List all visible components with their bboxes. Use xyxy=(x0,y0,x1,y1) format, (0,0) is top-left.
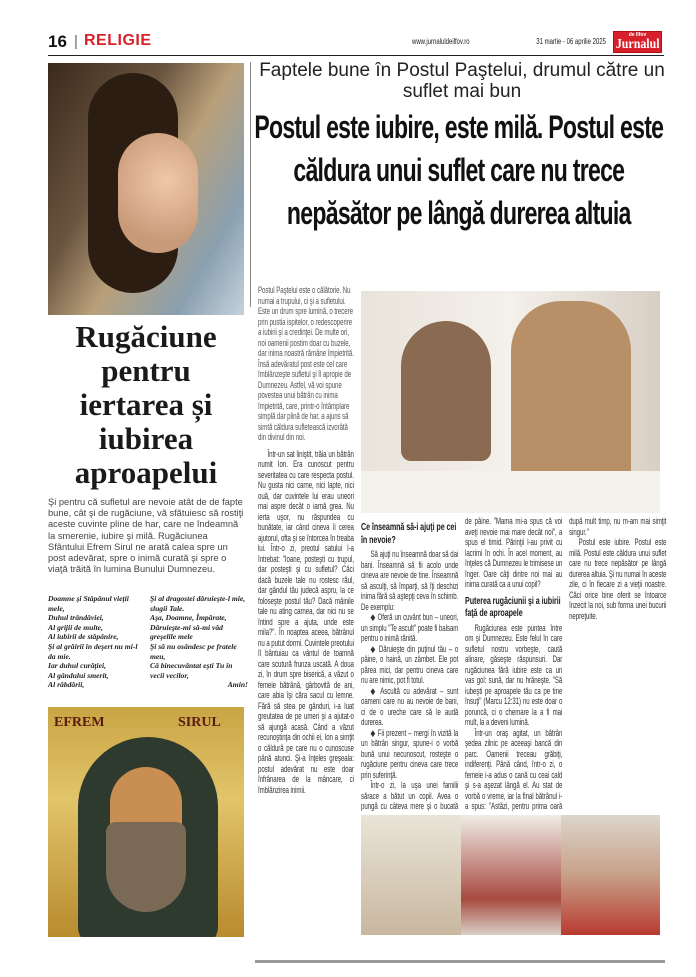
bullet-text: Fii prezent – mergi în vizită la un bătrân singur, spune-i o vorbă bună unui necunoscut, rosteşte o rugăciune pentru cineva care trece prin suferinţă. xyxy=(361,727,459,780)
story-paragraph: Într-un sat liniştit, trăia un bătrân numit Ion. Era cunoscut pentru severitatea cu care respecta postul. Nu gusta nici carne, nici lapte, nici ouă, dar cuvintele lui erau uneori mai aspre decât o iarnă grea. Nu ierta uşor, nu răspundea cu bunătate, iar când cineva îi cerea ajutorul, ofta şi se întorcea în treaba lui. Într-o zi, preotul satului l-a întrebat: "Ioane, posteşti cu trupul, dar posteşti şi cu sufletul? Căci dacă buzele tale nu rostesc răul, dar gândul tău judecă aspru, la ce foloseşte postul tău? Dacă mâinile tale nu ating carnea, dar nici nu se întind spre a ajuta, unde este mila?". În noaptea aceea, bătrânul nu a putut dormi. Cuvintele preotului îl bântuiau ca vântul de toamnă care scutură frunza uscată. A doua zi, în drum spre biserică, a văzut o femeie bătrână, gârbovită de ani, care abia îşi căra sacul cu lemne. Fără să stea pe gânduri, i-a luat greutatea de pe umeri şi a ajutat-o să ajungă acasă. Când a văzut recunoştinţa din ochii ei, Ion a simţit o căldură pe care nu o cunoscuse până atunci. Şi-a înţeles greşeala: postul adevărat nu este doar înfrânarea de la mâncare, ci îmblânzirea inimii. xyxy=(258,448,354,795)
paragraph: Rugăciunea este puntea între om şi Dumnezeu. Este felul în care sufletul nostru vorbeşte, caută alinare, găseşte răspunsuri. Dar rugăciunea fără iubire este ca un vas gol: sună, dar nu hrăneşte. "Să iubeşti pe aproapele tău ca pe tine însuţi" (Marcu 12:31) nu este doar o poruncă, ci o chemare la a fi mai mult, la a deveni lumină. xyxy=(465,622,563,727)
grandfather-grandson-photo xyxy=(561,815,660,935)
article-lead: Postul Paştelui este o călătorie. Nu numai a trupului, ci şi a sufletului. Este un drum spre lumină, o trecere prin pustia ispitelor, o redescoperire a iubirii şi a credinţei. De multe ori, noi oamenii postim doar cu buzele, dar inima noastră rămâne împietrită. Însă adevăratul post este cel care îmblânzeşte sufletul şi îl apropie de Dumnezeu. Astfel, vă voi spune povestea unui bătrân cu inima împietrită, care, printr-o întâmplare simplă dar plină de har, a ajuns să simtă căldura sufletească izvorâtă din divinul din noi. xyxy=(258,285,354,442)
poem-line: Dăruieşte-mi să-mi văd greşelile mele xyxy=(150,622,223,642)
poem-line: Al răbdării, xyxy=(48,680,85,690)
diamond-bullet-icon: ◆ xyxy=(370,643,377,654)
section-heading: Ce înseamnă să-i ajuţi pe cei în nevoie? xyxy=(361,521,457,546)
logo-small-text: de Ilfov xyxy=(628,32,647,38)
paragraph: Să ajuţi nu înseamnă doar să dai bani. Înseamnă să fii acolo unde cineva are nevoie de tine. Înseamnă să asculţi, să împarţi, să îţi deschizi inima fără să aştepţi ceva în schimb. De exemplu: xyxy=(361,549,459,612)
poem-amen: Amin! xyxy=(227,680,248,690)
bullet-item xyxy=(361,612,458,644)
prayer-poem-left xyxy=(48,594,146,690)
mother-child-photo xyxy=(361,291,660,513)
prayer-title: Rugăciune pentru iertarea și iubirea aproapelui xyxy=(74,319,218,490)
logo-big-text: Jurnalul xyxy=(615,37,660,52)
poem-line: Că binecuvântat eşti Tu în vecii vecilor, xyxy=(150,661,233,680)
poem-line: Duhul trândăviei, xyxy=(48,613,104,623)
bullet-item xyxy=(361,644,458,686)
elderly-care-photo xyxy=(361,815,461,935)
article-column-1 xyxy=(258,285,354,795)
article-subtitle: Faptele bune în Postul Paştelui, drumul către un suflet mai bun xyxy=(259,60,665,102)
newspaper-logo xyxy=(613,31,662,53)
issue-date: 31 martie - 06 aprilie 2025 xyxy=(536,37,606,46)
paragraph: Într-un oraş agitat, un bătrân şedea zilnic pe aceeaşi bancă din parc. Oamenii treceau grăbiţi, indiferenţi. Până când, într-o zi, o femeie i-a adus o cană cu ceai cald şi s-a aşezat lângă el. Au stat de vorbă o vreme, iar la final bătrânul i-a spus: "Astăzi, pentru prima oară după mult timp, nu m-am mai simţit singur." xyxy=(465,516,667,811)
article-headline: Postul este iubire, este milă. Postul este căldura unui suflet care nu trece nepăsător pe lângă durerea altuia xyxy=(254,109,664,231)
poem-line: Doamne şi Stăpânul vieţii mele, xyxy=(48,594,129,613)
poem-line: Al grijii de multe, xyxy=(48,622,103,632)
section-name: RELIGIE xyxy=(84,32,152,49)
bottom-rule xyxy=(255,960,665,963)
icon-label: SIRUL xyxy=(178,715,221,730)
article-columns xyxy=(361,516,666,813)
bullet-item xyxy=(361,728,458,781)
bullet-text: Ascultă cu adevărat – sunt oameni care nu au nevoie de bani, ci de o ureche care să le audă durerea. xyxy=(361,685,459,727)
bullet-item xyxy=(361,686,458,728)
family-visit-photo xyxy=(461,815,561,935)
poem-line: Aşa, Doamne, Împărate, xyxy=(150,613,227,623)
paragraph: Postul este iubire. Postul este milă. Postul este căldura unui suflet care nu trece nepăsător pe lângă durerea altuia. Şi nu numai în aceste zile, ci în fiecare zi a vieţii noastre. Căci orice bine oferit se întoarce înzecit la noi, sub forma unei bucurii nepreţuite. xyxy=(569,537,667,621)
header-separator: | xyxy=(74,33,78,50)
bullet-text: Dăruieşte din puţinul tău – o pâine, o haină, un zâmbet. Ele pot părea mici, dar pentru cineva care nu are nimic, pot fi totul. xyxy=(361,643,459,685)
prayer-intro: Şi pentru că sufletul are nevoie atât de de fapte bune, cât şi de rugăciune, vă sfătuiesc să rostiţi aceste cuvinte pline de har, care ne îndeamnă la smerenie, iubire şi milă. Rugăciunea Sfântului Efrem Sirul ne arată calea spre un post adevărat, spre o inimă curată şi spre o viaţă trăită în lumina Bunului Dumnezeu. xyxy=(48,497,244,575)
poem-line: Al gândului smerit, xyxy=(48,670,109,680)
website-url[interactable]: www.jurnaluldeilfov.ro xyxy=(412,37,470,46)
paragraph: Într-o zi, la uşa unei familii sărace a bătut un copil. Avea o pungă cu câteva mere şi o bucată de pâine. "Mama mi-a spus că voi aveţi nevoie mai mare decât noi", a spus el timid. Părinţii l-au privit cu lacrimi în ochi. În acel moment, au înţeles că Dumnezeu le trimisese un înger. Oare câţi dintre noi mai au inima curată ca a unui copil? xyxy=(361,516,563,811)
diamond-bullet-icon: ◆ xyxy=(370,727,376,738)
poem-line: Al iubirii de stăpânire, xyxy=(48,632,119,642)
bullet-text: Oferă un cuvânt bun – uneori, un simplu "Te ascult" poate fi balsam pentru o inimă rănită. xyxy=(361,612,459,643)
icon-label: EFREM xyxy=(54,715,105,730)
page-number: 16 xyxy=(48,32,67,51)
section-heading: Puterea rugăciunii şi a iubirii faţă de aproapele xyxy=(465,594,561,619)
poem-line: Şi al dragostei dăruieşte-l mie, slugii Tale. xyxy=(150,594,246,613)
poem-line: Şi să nu osândesc pe fratele meu, xyxy=(150,641,237,661)
diamond-bullet-icon: ◆ xyxy=(370,685,378,696)
prayer-poem-right xyxy=(150,594,248,690)
diamond-bullet-icon: ◆ xyxy=(370,612,376,622)
poem-line: Şi al grăirii în deşert nu mi-l da mie. xyxy=(48,641,138,661)
poem-line: Iar duhul curăţiei, xyxy=(48,661,107,671)
praying-woman-photo xyxy=(48,63,244,315)
header-divider xyxy=(48,55,664,56)
saint-ephrem-icon-image xyxy=(48,707,244,937)
